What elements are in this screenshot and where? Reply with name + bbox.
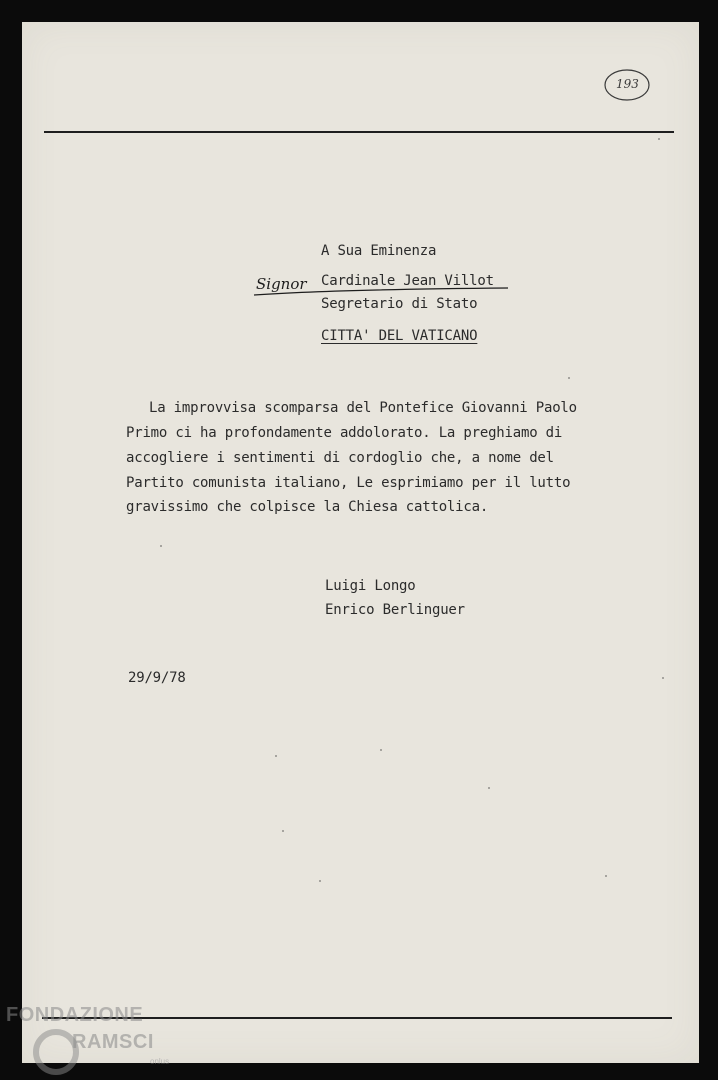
letter-date: 29/9/78 xyxy=(128,670,186,686)
body-line-1: La improvvisa scomparsa del Pontefice Giovanni Paolo xyxy=(149,400,577,416)
top-rule xyxy=(44,131,674,133)
folio-number: 193 xyxy=(616,77,639,91)
document-page xyxy=(22,22,699,1063)
salutation: A Sua Eminenza xyxy=(321,243,437,259)
signatory-2: Enrico Berlinguer xyxy=(325,602,465,618)
body-line-4: Partito comunista italiano, Le esprimiamo per il lutto xyxy=(126,475,571,491)
body-line-3: accogliere i sentimenti di cordoglio che, a nome del xyxy=(126,450,554,466)
svg-text:onlus: onlus xyxy=(150,1057,170,1066)
addressee-office: Segretario di Stato xyxy=(321,296,478,312)
addressee-location: CITTA' DEL VATICANO xyxy=(321,328,478,344)
body-line-5: gravissimo che colpisce la Chiesa cattolica. xyxy=(126,499,489,515)
svg-text:FONDAZIONE: FONDAZIONE xyxy=(6,1004,144,1026)
addressee-name: Cardinale Jean Villot xyxy=(321,273,494,289)
body-line-2: Primo ci ha profondamente addolorato. La preghiamo di xyxy=(126,425,563,441)
handwritten-title: Signor xyxy=(256,275,307,293)
signatory-1: Luigi Longo xyxy=(325,578,416,594)
svg-text:RAMSCI: RAMSCI xyxy=(72,1031,154,1053)
fondazione-gramsci-watermark xyxy=(4,1002,184,1080)
